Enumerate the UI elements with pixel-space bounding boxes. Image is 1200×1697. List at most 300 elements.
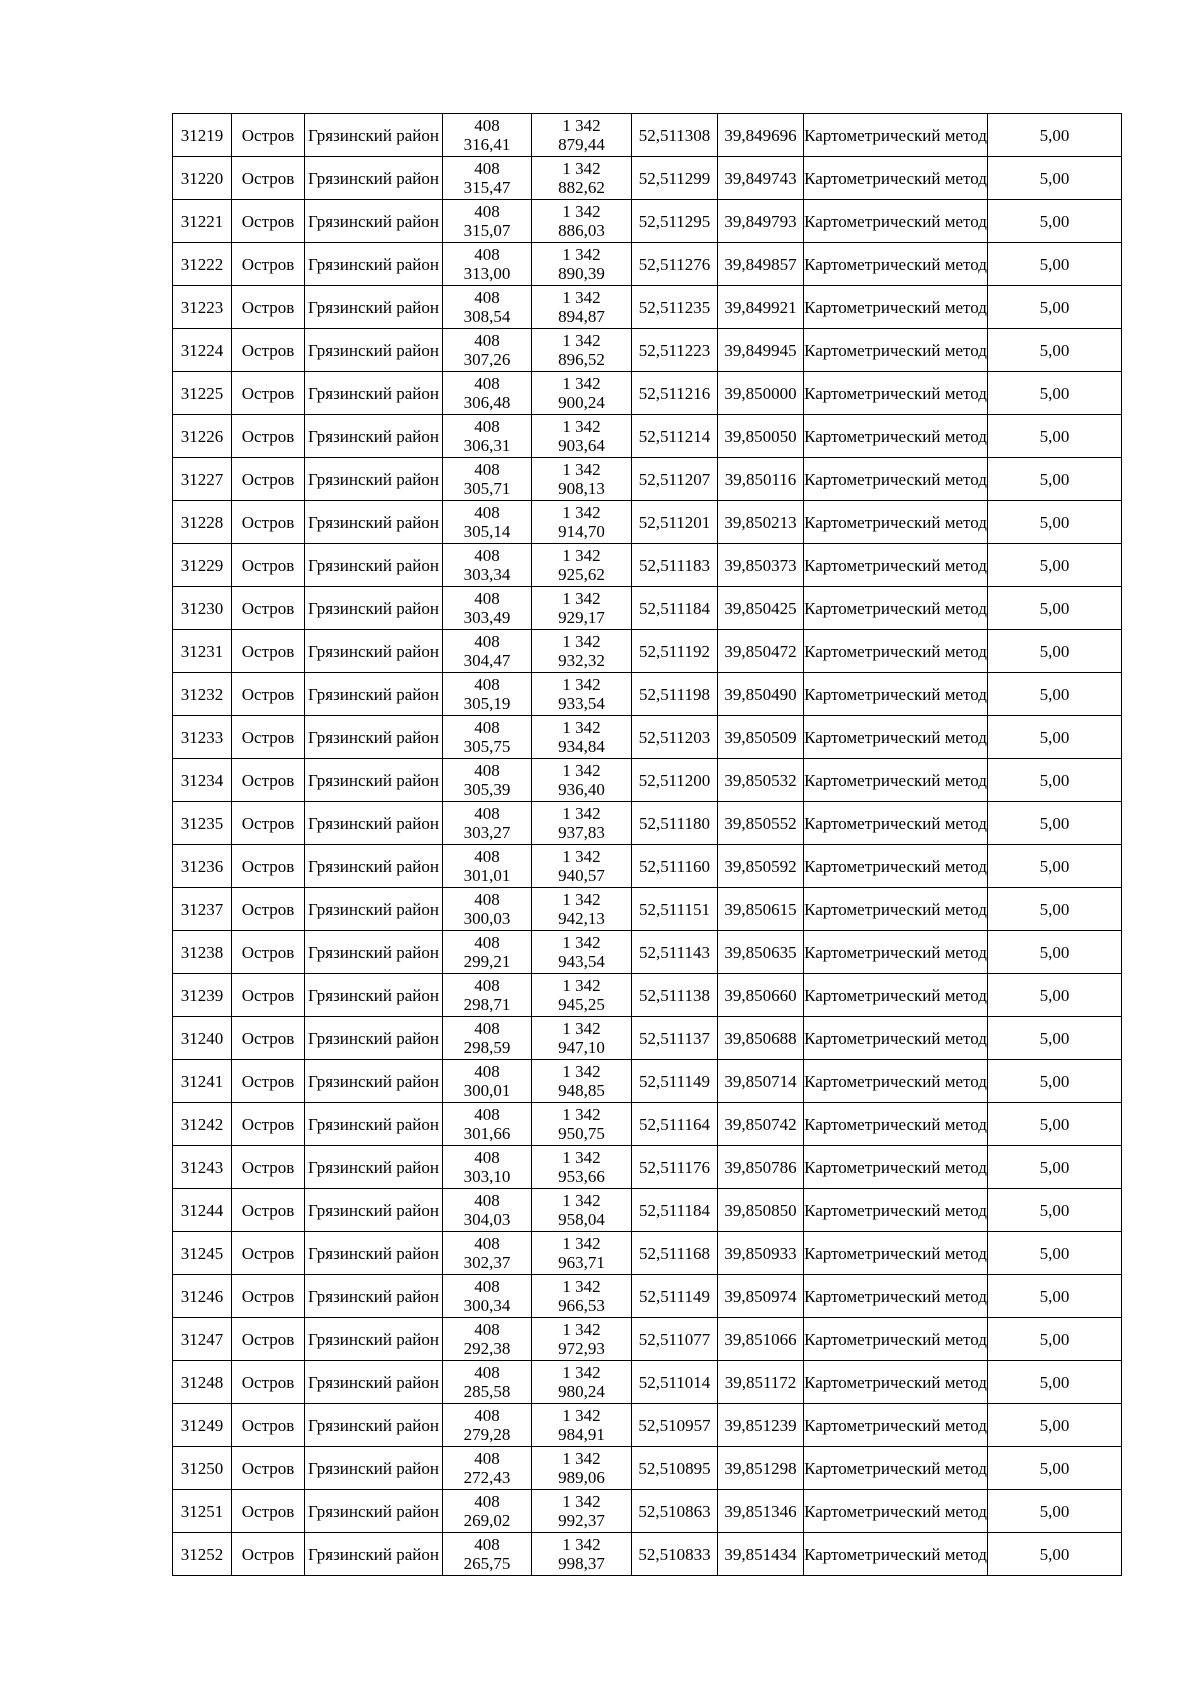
table-row	[173, 1275, 1122, 1318]
point-number-cell	[173, 931, 232, 974]
method-text: Картометрический метод	[804, 1071, 987, 1091]
x-coordinate-cell	[443, 372, 532, 415]
point-number-cell	[173, 1533, 232, 1576]
x1-text: 408	[474, 804, 500, 823]
x-coordinate-cell	[443, 1533, 532, 1576]
lon-text: 39,850552	[724, 813, 797, 833]
type-text: Остров	[241, 727, 295, 747]
y2-text: 972,93	[558, 1339, 605, 1358]
lon-text: 39,850373	[724, 555, 797, 575]
x2-text: 292,38	[463, 1339, 511, 1358]
latitude-cell	[632, 1490, 718, 1533]
longitude-cell	[718, 1318, 804, 1361]
accuracy-cell	[988, 888, 1122, 931]
point-number-cell	[173, 587, 232, 630]
longitude-cell	[718, 673, 804, 716]
method-text: Картометрический метод	[804, 641, 987, 661]
y2-text: 929,17	[558, 608, 605, 627]
x1-text: 408	[474, 718, 500, 737]
x-coordinate-cell	[443, 1146, 532, 1189]
x1-text: 408	[474, 245, 500, 264]
y-coordinate-cell	[532, 200, 632, 243]
object-type-cell	[232, 1060, 305, 1103]
district-text: Грязинский район	[308, 125, 439, 145]
district-text: Грязинский район	[308, 1114, 439, 1134]
district-text: Грязинский район	[308, 469, 439, 489]
x1-text: 408	[474, 632, 500, 651]
method-cell	[804, 544, 988, 587]
num-text: 31237	[180, 899, 224, 919]
lon-text: 39,850742	[724, 1114, 797, 1134]
latitude-cell	[632, 200, 718, 243]
table-row	[173, 1447, 1122, 1490]
x-coordinate-cell	[443, 587, 532, 630]
lat-text: 52,511014	[638, 1372, 711, 1392]
object-type-cell	[232, 458, 305, 501]
y-coordinate-cell	[532, 243, 632, 286]
lon-text: 39,851066	[724, 1329, 797, 1349]
method-cell	[804, 1103, 988, 1146]
lat-text: 52,510863	[638, 1501, 711, 1521]
y2-text: 966,53	[558, 1296, 605, 1315]
district-cell	[305, 630, 443, 673]
district-text: Грязинский район	[308, 211, 439, 231]
object-type-cell	[232, 845, 305, 888]
method-text: Картометрический метод	[804, 168, 987, 188]
point-number-cell	[173, 845, 232, 888]
district-text: Грязинский район	[308, 1329, 439, 1349]
method-cell	[804, 415, 988, 458]
point-number-cell	[173, 802, 232, 845]
method-cell	[804, 802, 988, 845]
lat-text: 52,511198	[639, 684, 710, 704]
y-coordinate-cell	[532, 114, 632, 157]
num-text: 31221	[180, 211, 224, 231]
latitude-cell	[632, 501, 718, 544]
longitude-cell	[718, 802, 804, 845]
type-text: Остров	[241, 1243, 295, 1263]
y1-text: 1 342	[562, 159, 601, 178]
lat-text: 52,511223	[638, 340, 711, 360]
longitude-cell	[718, 157, 804, 200]
x-coordinate-cell	[443, 1017, 532, 1060]
x-coordinate-cell	[443, 544, 532, 587]
point-number-cell	[173, 458, 232, 501]
longitude-cell	[718, 114, 804, 157]
district-cell	[305, 286, 443, 329]
object-type-cell	[232, 1490, 305, 1533]
type-text: Остров	[241, 1114, 295, 1134]
district-text: Грязинский район	[308, 727, 439, 747]
object-type-cell	[232, 544, 305, 587]
lat-text: 52,511183	[639, 555, 710, 575]
latitude-cell	[632, 759, 718, 802]
lat-text: 52,511164	[639, 1114, 710, 1134]
y1-text: 1 342	[562, 1234, 601, 1253]
accuracy-cell	[988, 501, 1122, 544]
lon-text: 39,851172	[724, 1372, 797, 1392]
x2-text: 303,34	[463, 565, 511, 584]
method-text: Картометрический метод	[804, 1114, 987, 1134]
accuracy-cell	[988, 1189, 1122, 1232]
method-text: Картометрический метод	[804, 297, 987, 317]
method-cell	[804, 759, 988, 802]
x2-text: 304,03	[463, 1210, 511, 1229]
x2-text: 305,19	[463, 694, 511, 713]
object-type-cell	[232, 1447, 305, 1490]
longitude-cell	[718, 1017, 804, 1060]
district-text: Грязинский район	[308, 1200, 439, 1220]
y-coordinate-cell	[532, 1232, 632, 1275]
y-coordinate-cell	[532, 501, 632, 544]
longitude-cell	[718, 200, 804, 243]
accuracy-text: 5,00	[1039, 168, 1070, 188]
latitude-cell	[632, 1275, 718, 1318]
district-cell	[305, 243, 443, 286]
x1-text: 408	[474, 1234, 500, 1253]
object-type-cell	[232, 587, 305, 630]
method-cell	[804, 1533, 988, 1576]
method-text: Картометрический метод	[804, 1501, 987, 1521]
district-cell	[305, 974, 443, 1017]
x2-text: 305,39	[463, 780, 511, 799]
longitude-cell	[718, 1447, 804, 1490]
accuracy-cell	[988, 1361, 1122, 1404]
method-cell	[804, 1447, 988, 1490]
lat-text: 52,510957	[638, 1415, 711, 1435]
x2-text: 303,27	[463, 823, 511, 842]
accuracy-cell	[988, 1275, 1122, 1318]
district-text: Грязинский район	[308, 1286, 439, 1306]
lat-text: 52,511216	[638, 383, 711, 403]
table-row	[173, 458, 1122, 501]
point-number-cell	[173, 759, 232, 802]
object-type-cell	[232, 1232, 305, 1275]
table-row	[173, 329, 1122, 372]
x2-text: 305,75	[463, 737, 511, 756]
x-coordinate-cell	[443, 329, 532, 372]
x2-text: 303,49	[463, 608, 511, 627]
x-coordinate-cell	[443, 1275, 532, 1318]
y2-text: 896,52	[558, 350, 605, 369]
method-cell	[804, 1189, 988, 1232]
accuracy-cell	[988, 1533, 1122, 1576]
y2-text: 953,66	[558, 1167, 605, 1186]
accuracy-text: 5,00	[1039, 1415, 1070, 1435]
method-text: Картометрический метод	[804, 211, 987, 231]
y-coordinate-cell	[532, 673, 632, 716]
district-cell	[305, 1533, 443, 1576]
type-text: Остров	[241, 770, 295, 790]
latitude-cell	[632, 1017, 718, 1060]
y1-text: 1 342	[562, 1148, 601, 1167]
district-cell	[305, 1060, 443, 1103]
method-text: Картометрический метод	[804, 1329, 987, 1349]
district-text: Грязинский район	[308, 1415, 439, 1435]
y2-text: 992,37	[558, 1511, 605, 1530]
table-row	[173, 1318, 1122, 1361]
y2-text: 879,44	[558, 135, 605, 154]
table-row	[173, 544, 1122, 587]
longitude-cell	[718, 501, 804, 544]
x1-text: 408	[474, 460, 500, 479]
lon-text: 39,851346	[724, 1501, 797, 1521]
accuracy-text: 5,00	[1039, 727, 1070, 747]
accuracy-text: 5,00	[1039, 1501, 1070, 1521]
table-row	[173, 1361, 1122, 1404]
x2-text: 298,59	[463, 1038, 511, 1057]
y-coordinate-cell	[532, 1447, 632, 1490]
accuracy-cell	[988, 716, 1122, 759]
accuracy-text: 5,00	[1039, 125, 1070, 145]
method-text: Картометрический метод	[804, 512, 987, 532]
x-coordinate-cell	[443, 673, 532, 716]
district-cell	[305, 1189, 443, 1232]
y2-text: 890,39	[558, 264, 605, 283]
latitude-cell	[632, 157, 718, 200]
accuracy-cell	[988, 759, 1122, 802]
point-number-cell	[173, 974, 232, 1017]
lat-text: 52,511308	[638, 125, 711, 145]
table-row	[173, 1103, 1122, 1146]
num-text: 31240	[180, 1028, 224, 1048]
longitude-cell	[718, 372, 804, 415]
lon-text: 39,850786	[724, 1157, 797, 1177]
y2-text: 984,91	[558, 1425, 605, 1444]
x-coordinate-cell	[443, 974, 532, 1017]
district-cell	[305, 845, 443, 888]
accuracy-cell	[988, 157, 1122, 200]
latitude-cell	[632, 415, 718, 458]
x-coordinate-cell	[443, 1490, 532, 1533]
y-coordinate-cell	[532, 544, 632, 587]
object-type-cell	[232, 415, 305, 458]
x-coordinate-cell	[443, 630, 532, 673]
table-row	[173, 802, 1122, 845]
latitude-cell	[632, 1060, 718, 1103]
district-cell	[305, 372, 443, 415]
x2-text: 301,01	[463, 866, 511, 885]
accuracy-cell	[988, 114, 1122, 157]
method-cell	[804, 114, 988, 157]
method-cell	[804, 243, 988, 286]
type-text: Остров	[241, 125, 295, 145]
point-number-cell	[173, 329, 232, 372]
object-type-cell	[232, 329, 305, 372]
longitude-cell	[718, 286, 804, 329]
x2-text: 300,03	[463, 909, 511, 928]
accuracy-cell	[988, 1318, 1122, 1361]
y-coordinate-cell	[532, 415, 632, 458]
lat-text: 52,511168	[639, 1243, 710, 1263]
y2-text: 945,25	[558, 995, 605, 1014]
type-text: Остров	[241, 555, 295, 575]
type-text: Остров	[241, 512, 295, 532]
num-text: 31224	[180, 340, 224, 360]
y-coordinate-cell	[532, 716, 632, 759]
y1-text: 1 342	[562, 589, 601, 608]
district-text: Грязинский район	[308, 1501, 439, 1521]
accuracy-text: 5,00	[1039, 641, 1070, 661]
method-cell	[804, 1146, 988, 1189]
table-row	[173, 200, 1122, 243]
y2-text: 886,03	[558, 221, 605, 240]
num-text: 31228	[180, 512, 224, 532]
longitude-cell	[718, 1189, 804, 1232]
lat-text: 52,511200	[638, 770, 711, 790]
longitude-cell	[718, 1146, 804, 1189]
accuracy-text: 5,00	[1039, 1286, 1070, 1306]
object-type-cell	[232, 1318, 305, 1361]
x-coordinate-cell	[443, 1361, 532, 1404]
y1-text: 1 342	[562, 718, 601, 737]
longitude-cell	[718, 243, 804, 286]
latitude-cell	[632, 1103, 718, 1146]
lon-text: 39,850933	[724, 1243, 797, 1263]
y2-text: 948,85	[558, 1081, 605, 1100]
y1-text: 1 342	[562, 1492, 601, 1511]
table-row	[173, 1232, 1122, 1275]
lat-text: 52,511276	[638, 254, 711, 274]
y1-text: 1 342	[562, 546, 601, 565]
lat-text: 52,510895	[638, 1458, 711, 1478]
y1-text: 1 342	[562, 202, 601, 221]
type-text: Остров	[241, 254, 295, 274]
type-text: Остров	[241, 168, 295, 188]
table-row	[173, 931, 1122, 974]
object-type-cell	[232, 931, 305, 974]
object-type-cell	[232, 673, 305, 716]
num-text: 31252	[180, 1544, 224, 1564]
point-number-cell	[173, 1103, 232, 1146]
x1-text: 408	[474, 976, 500, 995]
method-text: Картометрический метод	[804, 899, 987, 919]
method-cell	[804, 673, 988, 716]
lat-text: 52,511138	[639, 985, 710, 1005]
district-cell	[305, 1017, 443, 1060]
num-text: 31239	[180, 985, 224, 1005]
x1-text: 408	[474, 890, 500, 909]
latitude-cell	[632, 1146, 718, 1189]
accuracy-text: 5,00	[1039, 813, 1070, 833]
longitude-cell	[718, 630, 804, 673]
y1-text: 1 342	[562, 417, 601, 436]
y2-text: 882,62	[558, 178, 605, 197]
y-coordinate-cell	[532, 1275, 632, 1318]
type-text: Остров	[241, 899, 295, 919]
x1-text: 408	[474, 1191, 500, 1210]
x2-text: 300,01	[463, 1081, 511, 1100]
latitude-cell	[632, 1404, 718, 1447]
method-text: Картометрический метод	[804, 1415, 987, 1435]
table-row	[173, 157, 1122, 200]
y2-text: 903,64	[558, 436, 605, 455]
y1-text: 1 342	[562, 1191, 601, 1210]
y2-text: 914,70	[558, 522, 605, 541]
accuracy-cell	[988, 931, 1122, 974]
y-coordinate-cell	[532, 845, 632, 888]
y1-text: 1 342	[562, 933, 601, 952]
type-text: Остров	[241, 1286, 295, 1306]
lat-text: 52,511235	[638, 297, 711, 317]
object-type-cell	[232, 1275, 305, 1318]
point-number-cell	[173, 1447, 232, 1490]
x1-text: 408	[474, 1449, 500, 1468]
accuracy-text: 5,00	[1039, 297, 1070, 317]
accuracy-cell	[988, 329, 1122, 372]
point-number-cell	[173, 1404, 232, 1447]
table-row	[173, 630, 1122, 673]
district-text: Грязинский район	[308, 684, 439, 704]
district-text: Грязинский район	[308, 1157, 439, 1177]
x1-text: 408	[474, 761, 500, 780]
method-text: Картометрический метод	[804, 555, 987, 575]
y2-text: 934,84	[558, 737, 605, 756]
method-text: Картометрический метод	[804, 254, 987, 274]
lon-text: 39,850490	[724, 684, 797, 704]
lon-text: 39,850714	[724, 1071, 797, 1091]
method-cell	[804, 1232, 988, 1275]
accuracy-text: 5,00	[1039, 1028, 1070, 1048]
x-coordinate-cell	[443, 845, 532, 888]
x2-text: 269,02	[463, 1511, 511, 1530]
accuracy-text: 5,00	[1039, 340, 1070, 360]
method-text: Картометрический метод	[804, 469, 987, 489]
type-text: Остров	[241, 1028, 295, 1048]
lat-text: 52,511180	[639, 813, 710, 833]
y1-text: 1 342	[562, 1062, 601, 1081]
table-row	[173, 1017, 1122, 1060]
district-cell	[305, 716, 443, 759]
x-coordinate-cell	[443, 1103, 532, 1146]
lon-text: 39,850472	[724, 641, 797, 661]
latitude-cell	[632, 716, 718, 759]
object-type-cell	[232, 1189, 305, 1232]
accuracy-cell	[988, 845, 1122, 888]
y1-text: 1 342	[562, 374, 601, 393]
num-text: 31219	[180, 125, 224, 145]
accuracy-text: 5,00	[1039, 1071, 1070, 1091]
y2-text: 947,10	[558, 1038, 605, 1057]
method-cell	[804, 931, 988, 974]
lat-text: 52,511176	[639, 1157, 710, 1177]
x1-text: 408	[474, 202, 500, 221]
method-text: Картометрический метод	[804, 1458, 987, 1478]
district-cell	[305, 1103, 443, 1146]
num-text: 31242	[180, 1114, 224, 1134]
accuracy-cell	[988, 1017, 1122, 1060]
method-cell	[804, 888, 988, 931]
y2-text: 937,83	[558, 823, 605, 842]
object-type-cell	[232, 1146, 305, 1189]
method-cell	[804, 1017, 988, 1060]
longitude-cell	[718, 587, 804, 630]
y2-text: 958,04	[558, 1210, 605, 1229]
district-cell	[305, 1232, 443, 1275]
accuracy-text: 5,00	[1039, 1157, 1070, 1177]
object-type-cell	[232, 157, 305, 200]
method-cell	[804, 372, 988, 415]
num-text: 31229	[180, 555, 224, 575]
accuracy-text: 5,00	[1039, 469, 1070, 489]
lat-text: 52,511295	[638, 211, 711, 231]
district-cell	[305, 544, 443, 587]
lon-text: 39,850688	[724, 1028, 797, 1048]
y1-text: 1 342	[562, 1363, 601, 1382]
x-coordinate-cell	[443, 501, 532, 544]
type-text: Остров	[241, 813, 295, 833]
method-cell	[804, 1490, 988, 1533]
